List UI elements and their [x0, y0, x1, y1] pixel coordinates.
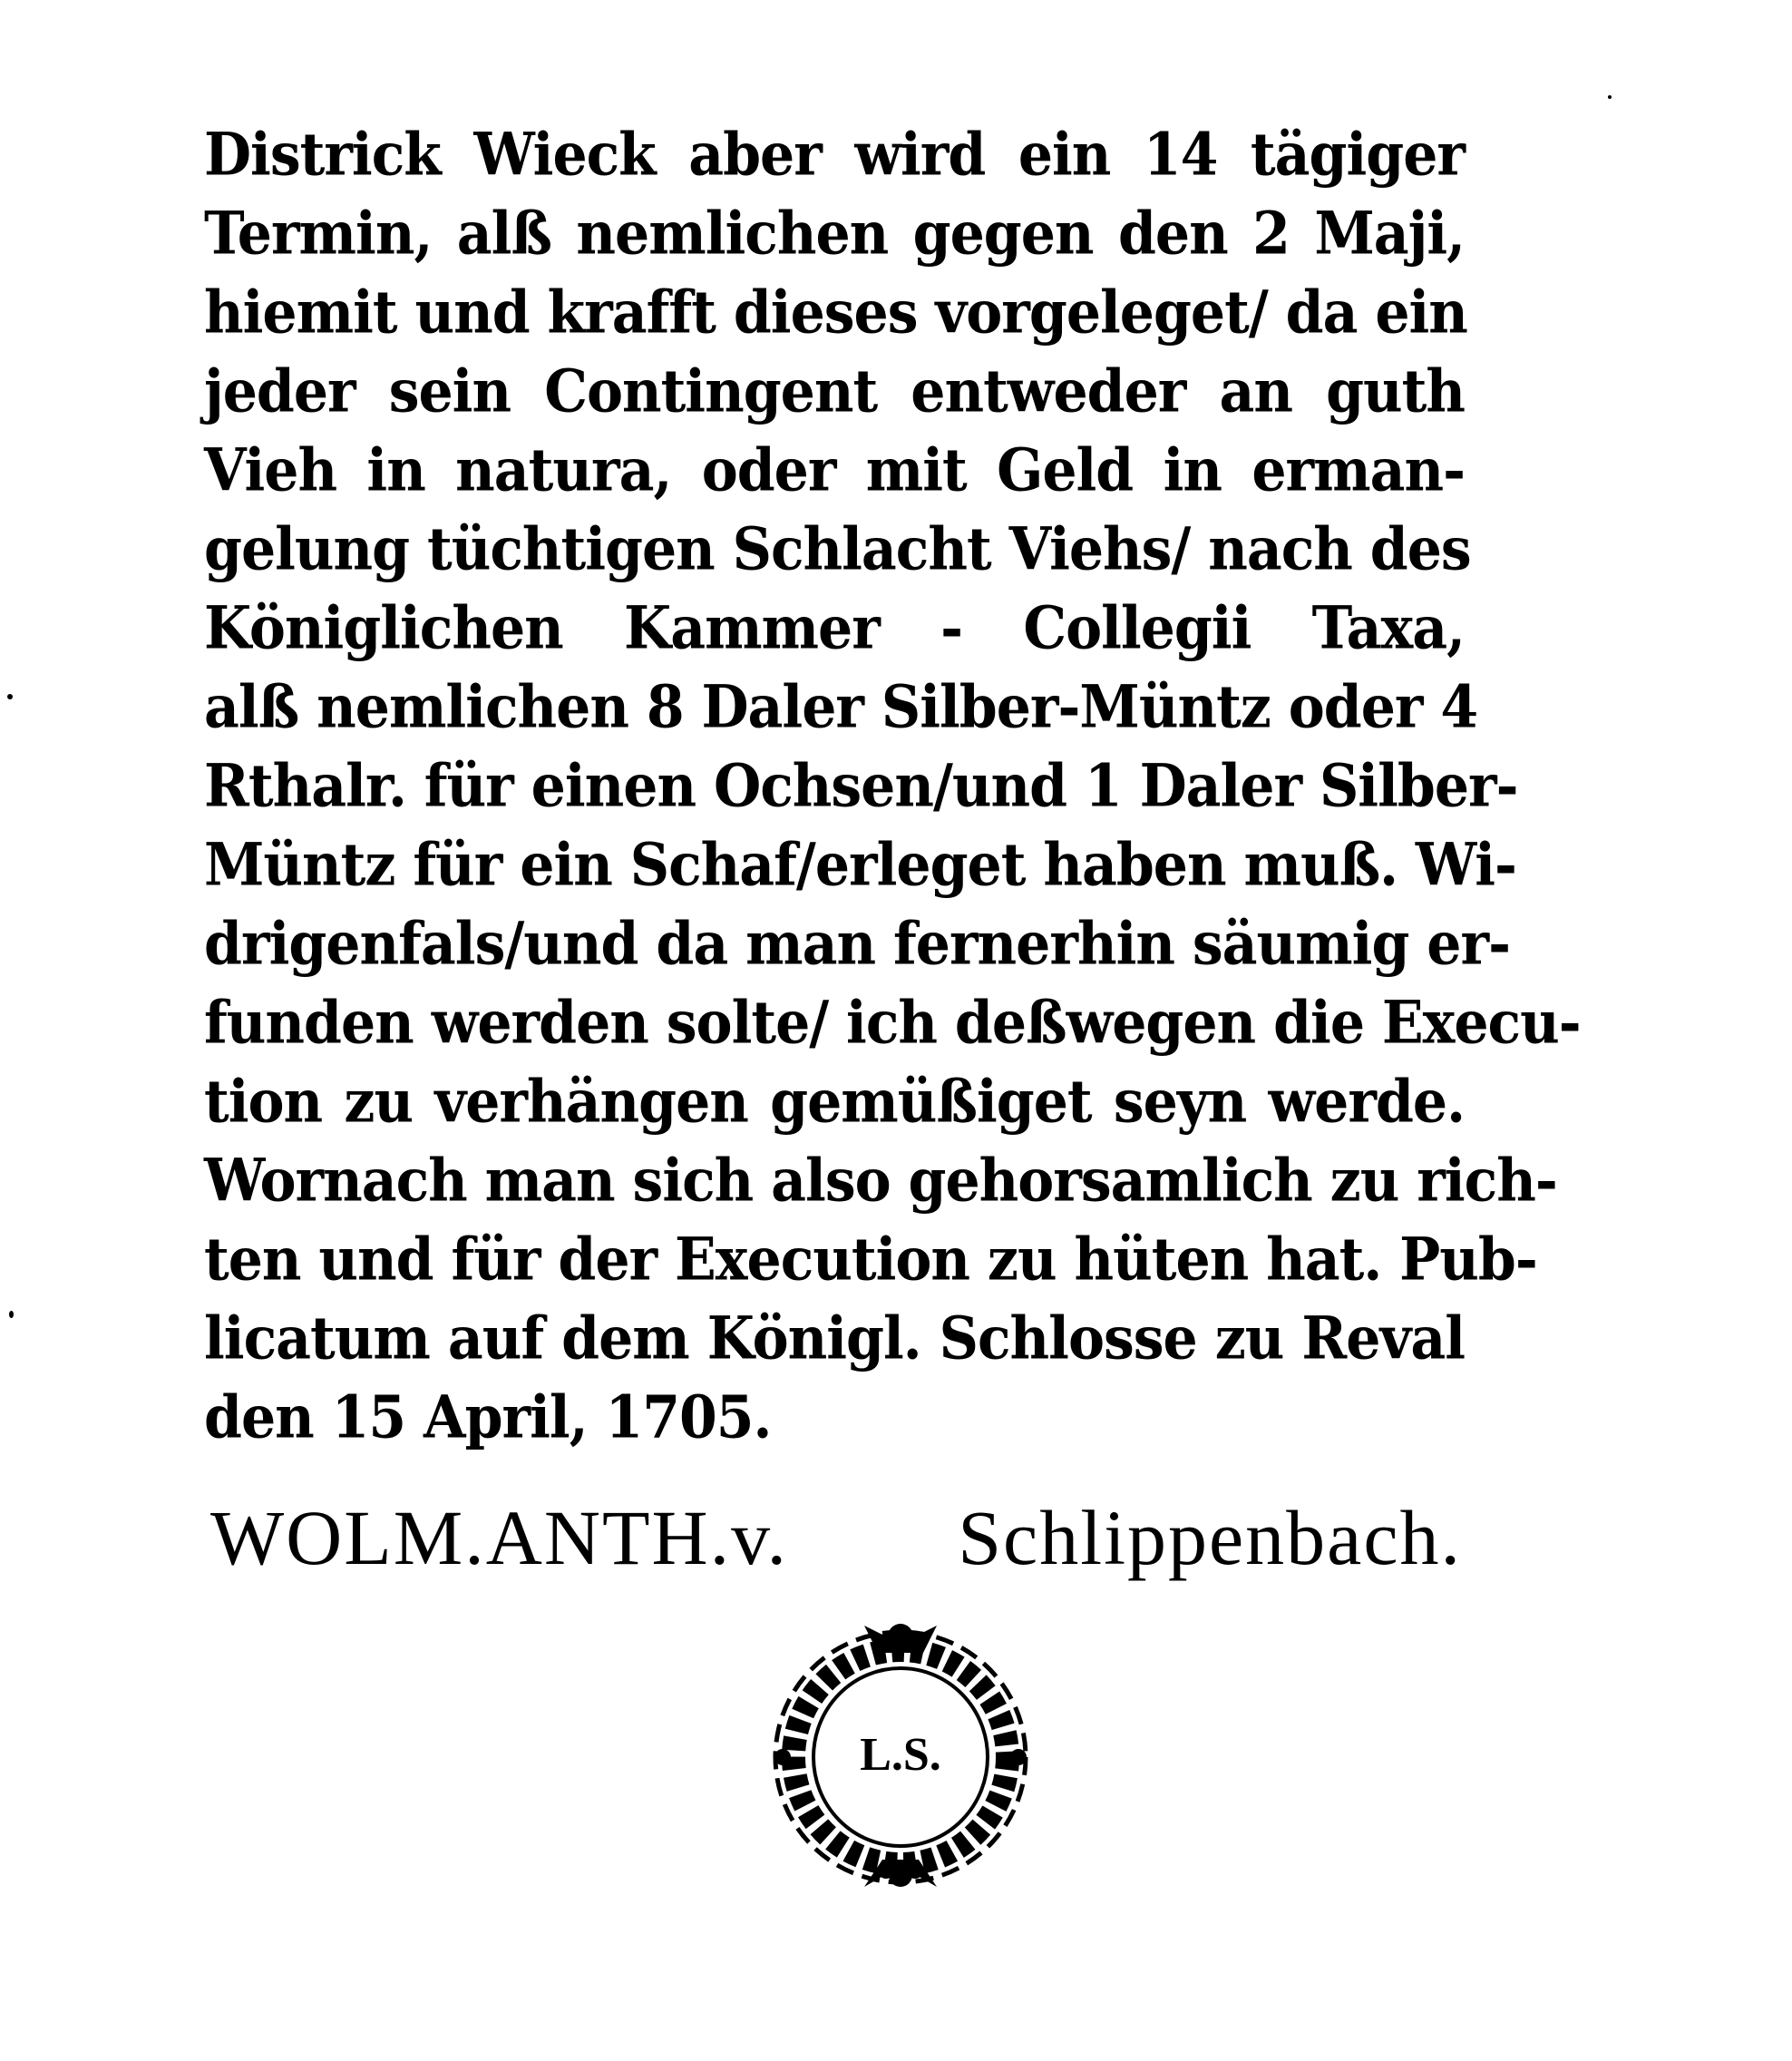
- text-line: den 15 April, 1705.: [204, 1383, 772, 1452]
- text-line: alß nemlichen 8 Daler Silber-Müntz oder 4: [204, 673, 1478, 742]
- text-line: Districk Wieck aber wird ein 14 tägiger: [204, 121, 1465, 190]
- text-line: ten und für der Execution zu hüten hat. Pub-: [204, 1226, 1537, 1294]
- signature: WOLM.ANTH.v. Schlippenbach.: [210, 1494, 1462, 1581]
- text-line: Rthalr. für einen Ochsen/und 1 Daler Silber-: [204, 752, 1518, 821]
- scan-speck: [9, 1311, 14, 1318]
- seal-text: L.S.: [860, 1729, 941, 1781]
- seal-wreath: [755, 1617, 1046, 1893]
- text-line: hiemit und krafft dieses vorgeleget/ da ein: [204, 278, 1467, 347]
- text-line: tion zu verhängen gemüßiget seyn werde.: [204, 1068, 1465, 1137]
- scan-speck: [7, 694, 13, 699]
- text-line: licatum auf dem Königl. Schlosse zu Reval: [204, 1304, 1465, 1373]
- text-line: Termin, alß nemlichen gegen den 2 Maji,: [204, 200, 1465, 269]
- text-line: jeder sein Contingent entweder an guth: [204, 357, 1465, 426]
- scan-speck: [1608, 95, 1612, 99]
- text-line: drigenfals/und da man fernerhin säumig er-: [204, 910, 1510, 979]
- text-line: Müntz für ein Schaf/erleget haben muß. Wi-: [204, 831, 1516, 900]
- text-line: Königlichen Kammer - Collegii Taxa,: [204, 594, 1465, 663]
- text-line: funden werden solte/ ich deßwegen die Execu-: [204, 989, 1581, 1058]
- text-line: Vieh in natura, oder mit Geld in erman-: [204, 436, 1465, 505]
- text-line: Wornach man sich also gehorsamlich zu rich-: [204, 1147, 1557, 1216]
- text-line: gelung tüchtigen Schlacht Viehs/ nach des: [204, 515, 1471, 584]
- proclamation-text: [204, 116, 1581, 1458]
